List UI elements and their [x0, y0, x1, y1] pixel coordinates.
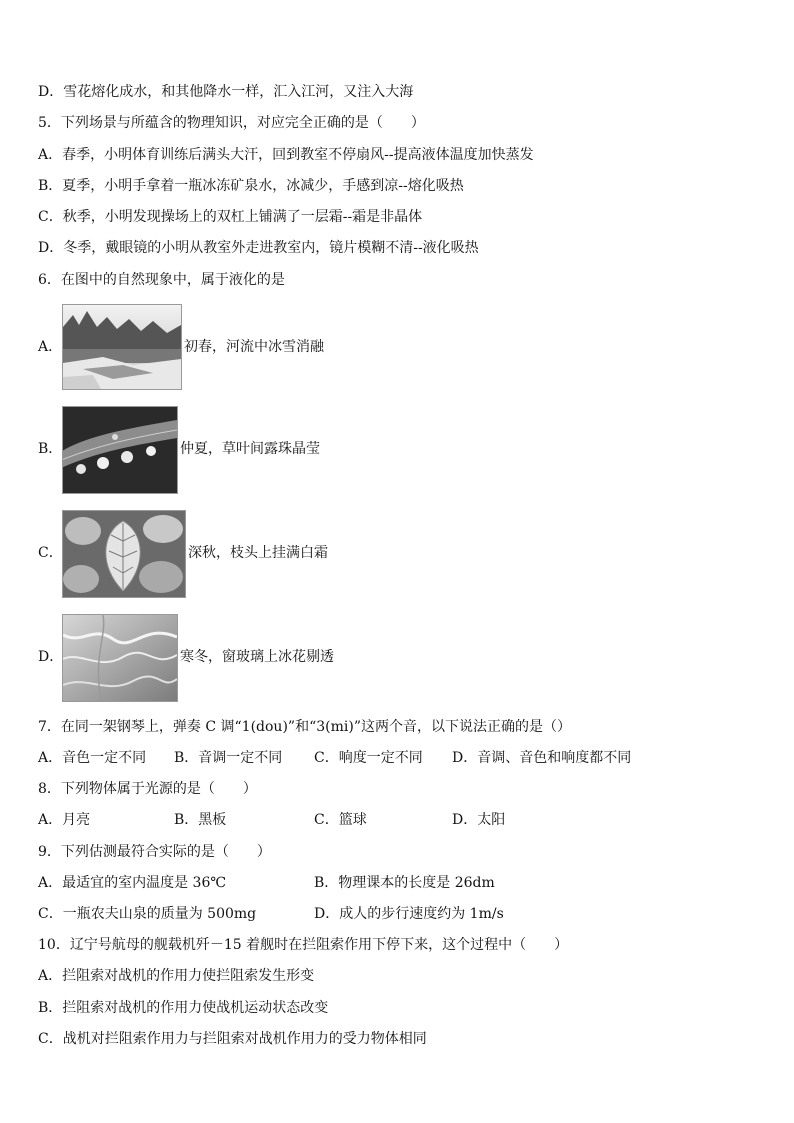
q10-option-c: C．战机对拦阻索作用力与拦阻索对战机作用力的受力物体相同 — [38, 1031, 427, 1047]
q6-option-a-text: 初春，河流中冰雪消融 — [184, 339, 324, 355]
q7-option-b: B．音调一定不同 — [174, 750, 283, 766]
q7-stem: 7．在同一架钢琴上，弹奏 C 调“1(dou)”和“3(mi)”这两个音，以下说法正确的是（） — [38, 719, 571, 735]
q7-option-c: C．响度一定不同 — [314, 750, 423, 766]
q8-option-c: C．篮球 — [314, 812, 367, 828]
q7-options — [38, 748, 758, 768]
q9-option-a: A．最适宜的室内温度是 36℃ — [38, 875, 227, 891]
q5-option-a: A．春季，小明体育训练后满头大汗，回到教室不停扇风--提高液体温度加快蒸发 — [38, 147, 534, 163]
q9-options-row2 — [38, 904, 758, 924]
q5-option-c: C．秋季，小明发现操场上的双杠上铺满了一层霜--霜是非晶体 — [38, 209, 423, 225]
q8-option-d: D．太阳 — [452, 812, 506, 828]
q9-options-row1 — [38, 873, 758, 893]
q4-option-d: D．雪花熔化成水，和其他降水一样，汇入江河，又注入大海 — [38, 84, 414, 100]
q9-stem: 9．下列估测最符合实际的是（ ） — [38, 844, 271, 860]
q5-stem: 5．下列场景与所蕴含的物理知识，对应完全正确的是（ ） — [38, 115, 425, 131]
q5-option-b: B．夏季，小明手拿着一瓶冰冻矿泉水，冰减少，手感到凉--熔化吸热 — [38, 178, 464, 194]
frost-leaves-photo — [62, 510, 186, 598]
window-ice-photo — [62, 614, 178, 702]
q6-option-d-label: D． — [38, 649, 64, 665]
q7-option-d: D．音调、音色和响度都不同 — [452, 750, 632, 766]
q9-option-b: B．物理课本的长度是 26dm — [314, 875, 495, 891]
q6-option-c — [38, 510, 378, 598]
q6-option-b-label: B． — [38, 441, 63, 457]
q6-option-c-label: C． — [38, 545, 63, 561]
q10-option-b: B．拦阻索对战机的作用力使战机运动状态改变 — [38, 1000, 329, 1016]
q7-option-a: A．音色一定不同 — [38, 750, 147, 766]
q6-stem: 6．在图中的自然现象中，属于液化的是 — [38, 272, 285, 288]
dew-drops-photo — [62, 406, 178, 494]
q9-option-c: C．一瓶农夫山泉的质量为 500mg — [38, 906, 257, 922]
q10-option-a: A．拦阻索对战机的作用力使拦阻索发生形变 — [38, 968, 315, 984]
q8-option-b: B．黑板 — [174, 812, 227, 828]
q10-stem: 10．辽宁号航母的舰载机歼－15 着舰时在拦阻索作用下停下来，这个过程中（ ） — [38, 937, 569, 953]
q5-option-d: D．冬季，戴眼镜的小明从教室外走进教室内，镜片模糊不清--液化吸热 — [38, 240, 479, 256]
q6-option-b — [38, 406, 358, 494]
q8-stem: 8．下列物体属于光源的是（ ） — [38, 781, 257, 797]
river-ice-photo — [62, 304, 182, 390]
q6-option-a — [38, 304, 358, 390]
q6-option-d — [38, 614, 378, 702]
q6-option-b-text: 仲夏，草叶间露珠晶莹 — [180, 441, 320, 457]
q8-options — [38, 810, 758, 830]
q6-option-a-label: A． — [38, 339, 63, 355]
q8-option-a: A．月亮 — [38, 812, 91, 828]
q6-option-d-text: 寒冬，窗玻璃上冰花剔透 — [180, 649, 334, 665]
q6-option-c-text: 深秋，枝头上挂满白霜 — [188, 545, 328, 561]
q9-option-d: D．成人的步行速度约为 1m/s — [314, 906, 504, 922]
